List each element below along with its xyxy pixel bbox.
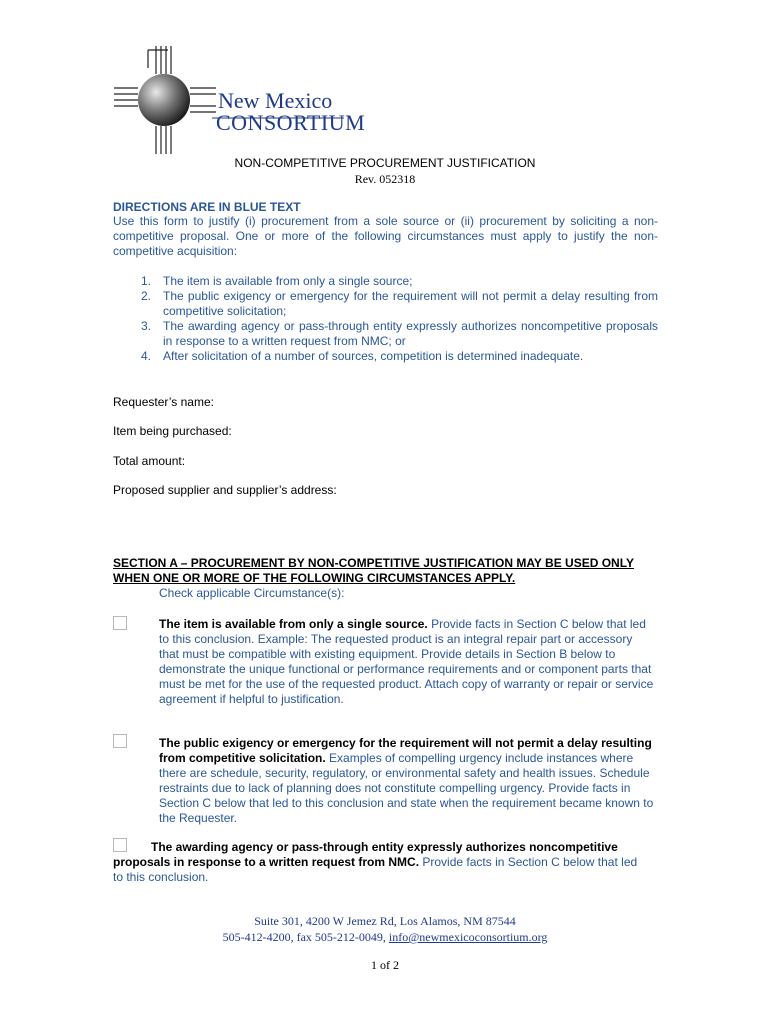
footer-email-link[interactable]: info@newmexicoconsortium.org [388, 930, 548, 944]
total-amount-field[interactable]: Total amount: [113, 454, 186, 468]
single-source-option: The item is available from only a single source. Provide facts in Section C below that led to this conclusion. Example: The requested product is an integral repair part or accessory that must be compatible with existing equipment. Provide details in Section B below to demonstrate the unique functional or performance requirements and or component parts that must be met for the use of the requested product. Attach copy of warranty or repair or service agreement if helpful to justification. [159, 617, 654, 706]
form-revision: Rev. 052318 [354, 172, 416, 186]
check-circumstances-label: Check applicable Circumstance(s): [159, 586, 345, 600]
form-title: NON-COMPETITIVE PROCUREMENT JUSTIFICATION [234, 156, 536, 170]
single-source-checkbox[interactable] [113, 616, 127, 630]
directions-list-item: 2. The public exigency or emergency for the requirement will not permit a delay resulting from competitive solicitation; [141, 289, 658, 318]
directions-body: Use this form to justify (i) procurement from a sole source or (ii) procurement by soliciting a non-competitive proposal. One or more of the following circumstances must apply to justify the non-competitive acquisition: [113, 214, 658, 258]
footer-phone: 505-412-4200, fax 505-212-0049, [222, 930, 389, 944]
page-number: 1 of 2 [371, 958, 399, 972]
agency-authorization-option: The awarding agency or pass-through entity expressly authorizes noncompetitive proposals in response to a written request from NMC. Provide facts in Section C below that led to this conclusion. [113, 840, 638, 884]
directions-heading: DIRECTIONS ARE IN BLUE TEXT [113, 200, 301, 214]
directions-list-item: 4. After solicitation of a number of sources, competition is determined inadequate. [141, 349, 584, 363]
section-a-heading: SECTION A – PROCUREMENT BY NON-COMPETITIVE JUSTIFICATION MAY BE USED ONLY WHEN ONE OR MORE OF THE FOLLOWING CIRCUMSTANCES APPLY. [113, 556, 634, 585]
item-purchased-field[interactable]: Item being purchased: [113, 424, 232, 438]
logo-line-2: CONSORTIUM [216, 110, 366, 135]
exigency-option: The public exigency or emergency for the requirement will not permit a delay resulting from competitive solicitation. Examples of compelling urgency include instances where there are schedule, security, regulatory, or environmental safety and health issues. Schedule restraints due to lack of planning does not constitute compelling urgency. Provide facts in Section C below that led to this conclusion and state when the requirement became known to the Requester. [159, 736, 654, 825]
requester-name-field[interactable]: Requester’s name: [113, 395, 214, 409]
directions-list-item: 3. The awarding agency or pass-through entity expressly authorizes noncompetitive proposals in response to a written request from NMC; or [141, 319, 658, 348]
footer-address: Suite 301, 4200 W Jemez Rd, Los Alamos, NM 87544 [254, 914, 516, 928]
logo-line-1: New Mexico [218, 88, 333, 113]
footer-contact [0, 930, 770, 945]
nmc-logo [112, 44, 366, 156]
exigency-checkbox[interactable] [113, 734, 127, 748]
supplier-address-field[interactable]: Proposed supplier and supplier’s address: [113, 483, 337, 497]
directions-list-item: 1. The item is available from only a single source; [141, 274, 413, 288]
directions-list [113, 274, 658, 364]
